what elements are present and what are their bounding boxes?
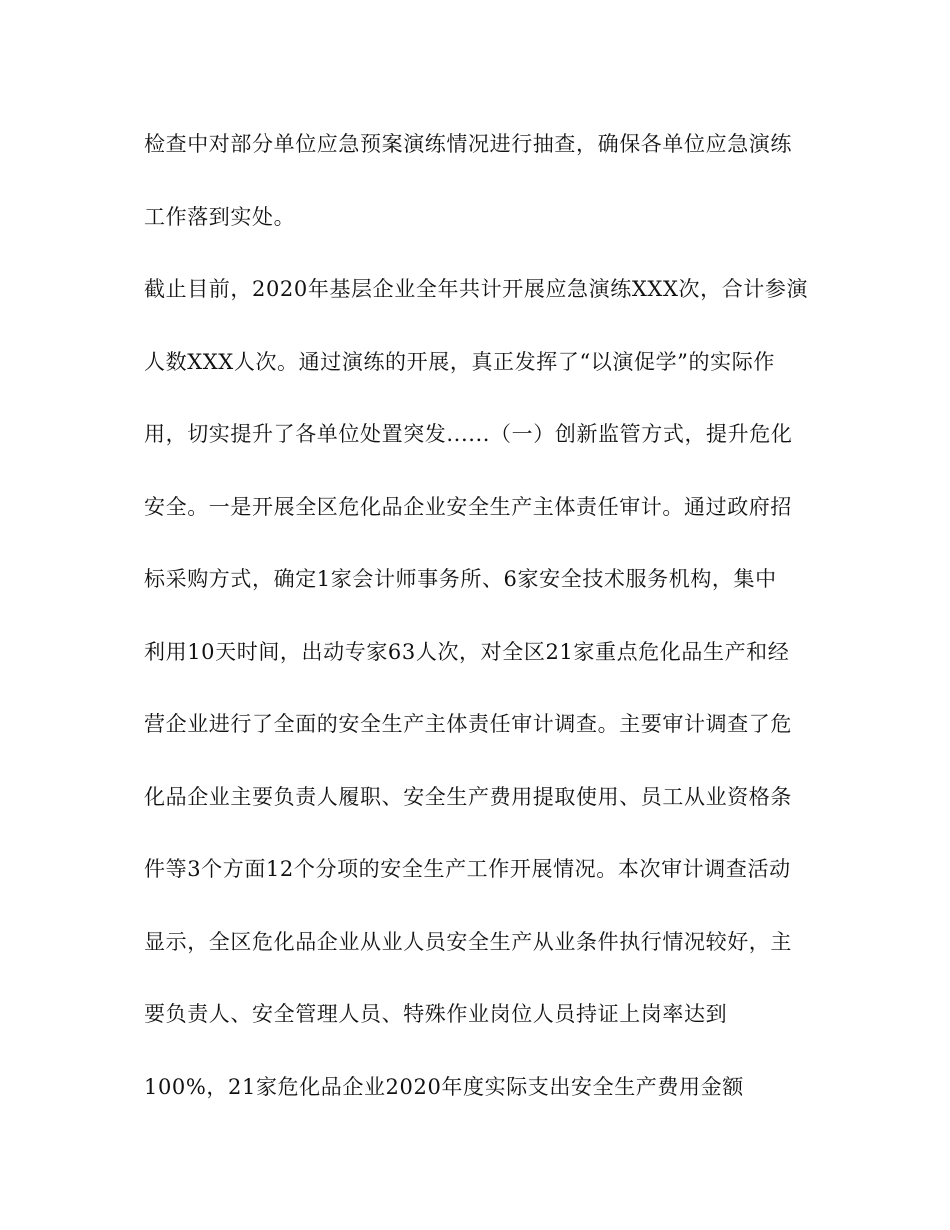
text-line: 要负责人、安全管理人员、特殊作业岗位人员持证上岗率达到 — [144, 1002, 728, 1026]
text-line: 营企业进行了全面的安全生产主体责任审计调查。主要审计调查了危 — [144, 712, 792, 736]
text-line: 化品企业主要负责人履职、安全生产费用提取使用、员工从业资格条 — [144, 784, 792, 809]
text-line: 安全。一是开展全区危化品企业安全生产主体责任审计。通过政府招 — [144, 494, 792, 519]
text-line: 显示，全区危化品企业从业人员安全生产从业条件执行情况较好，主 — [144, 929, 792, 954]
text-line: 截止目前，2020年基层企业全年共计开展应急演练XXX次，合计参演 — [144, 277, 809, 301]
text-line: 利用10天时间，出动专家63人次，对全区21家重点危化品生产和经 — [144, 639, 790, 664]
text-line: 用，切实提升了各单位处置突发......（一）创新监管方式，提升危化 — [144, 422, 793, 446]
text-line: 100%，21家危化品企业2020年度实际支出安全生产费用金额 — [144, 1074, 744, 1099]
text-line: 工作落到实处。 — [144, 204, 296, 229]
text-line: 标采购方式，确定1家会计师事务所、6家安全技术服务机构，集中 — [144, 567, 777, 591]
body-text — [144, 118, 814, 1133]
text-line: 检查中对部分单位应急预案演练情况进行抽查，确保各单位应急演练 — [144, 132, 792, 156]
text-line: 件等3个方面12个分项的安全生产工作开展情况。本次审计调查活动 — [144, 857, 791, 881]
text-line: 人数XXX人次。通过演练的开展，真正发挥了“以演促学”的实际作 — [144, 349, 775, 374]
